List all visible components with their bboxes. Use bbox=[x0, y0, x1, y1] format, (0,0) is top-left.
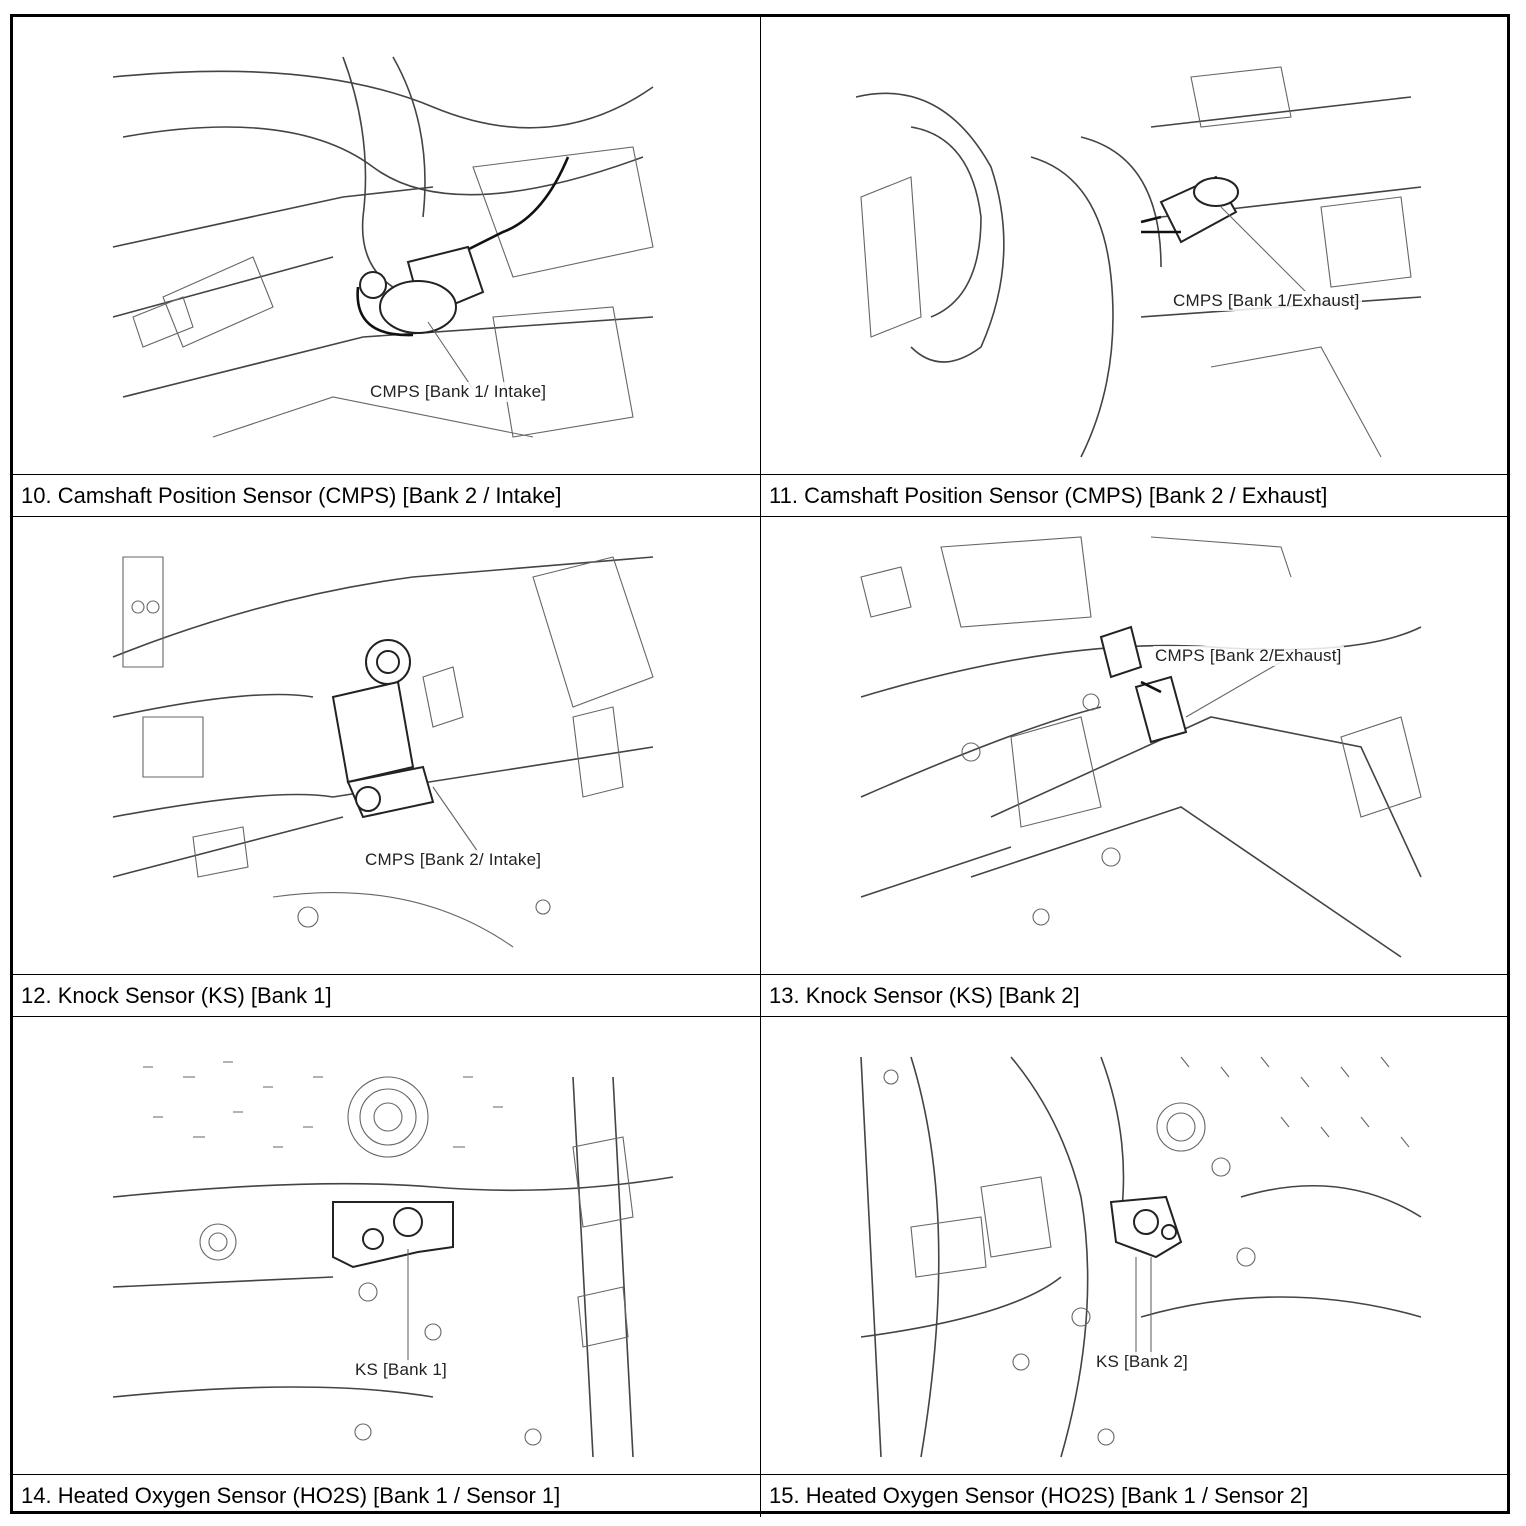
panel-15 bbox=[760, 1017, 1507, 1517]
engine-line-drawing bbox=[13, 517, 763, 975]
engine-line-drawing bbox=[13, 1017, 763, 1475]
illustration-ks-bank1 bbox=[13, 1017, 760, 1475]
illustration-ks-bank2 bbox=[761, 1017, 1507, 1475]
engine-line-drawing bbox=[761, 517, 1511, 975]
panel-14 bbox=[13, 1017, 760, 1517]
panel-11 bbox=[760, 17, 1507, 517]
caption: 11. Camshaft Position Sensor (CMPS) [Bank 2 / Exhaust] bbox=[761, 475, 1507, 517]
engine-line-drawing bbox=[761, 17, 1511, 475]
illustration-cmps-bank2-intake bbox=[13, 517, 760, 975]
callout-label: CMPS [Bank 1/Exhaust] bbox=[1173, 291, 1360, 310]
callout-label: CMPS [Bank 1/ Intake] bbox=[370, 382, 547, 401]
callout-label: KS [Bank 1] bbox=[355, 1360, 447, 1379]
panel-10 bbox=[13, 17, 760, 517]
illustration-cmps-bank2-exhaust bbox=[761, 517, 1507, 975]
table-row bbox=[13, 517, 1507, 1017]
table-row bbox=[13, 17, 1507, 517]
caption: 12. Knock Sensor (KS) [Bank 1] bbox=[13, 975, 760, 1017]
caption: 10. Camshaft Position Sensor (CMPS) [Bank 2 / Intake] bbox=[13, 475, 760, 517]
table-row bbox=[13, 1017, 1507, 1517]
engine-line-drawing bbox=[761, 1017, 1511, 1475]
panel-12 bbox=[13, 517, 760, 1017]
caption: 13. Knock Sensor (KS) [Bank 2] bbox=[761, 975, 1507, 1017]
callout-label: CMPS [Bank 2/Exhaust] bbox=[1155, 646, 1342, 665]
panel-13 bbox=[760, 517, 1507, 1017]
engine-line-drawing bbox=[13, 17, 763, 475]
callout-label: KS [Bank 2] bbox=[1096, 1352, 1188, 1371]
illustration-cmps-bank1-exhaust bbox=[761, 17, 1507, 475]
figure-table bbox=[10, 14, 1510, 1514]
callout-label: CMPS [Bank 2/ Intake] bbox=[365, 850, 542, 869]
illustration-cmps-bank1-intake bbox=[13, 17, 760, 475]
caption: 15. Heated Oxygen Sensor (HO2S) [Bank 1 / Sensor 2] bbox=[769, 1483, 1309, 1508]
caption: 14. Heated Oxygen Sensor (HO2S) [Bank 1 / Sensor 1] bbox=[21, 1483, 561, 1508]
